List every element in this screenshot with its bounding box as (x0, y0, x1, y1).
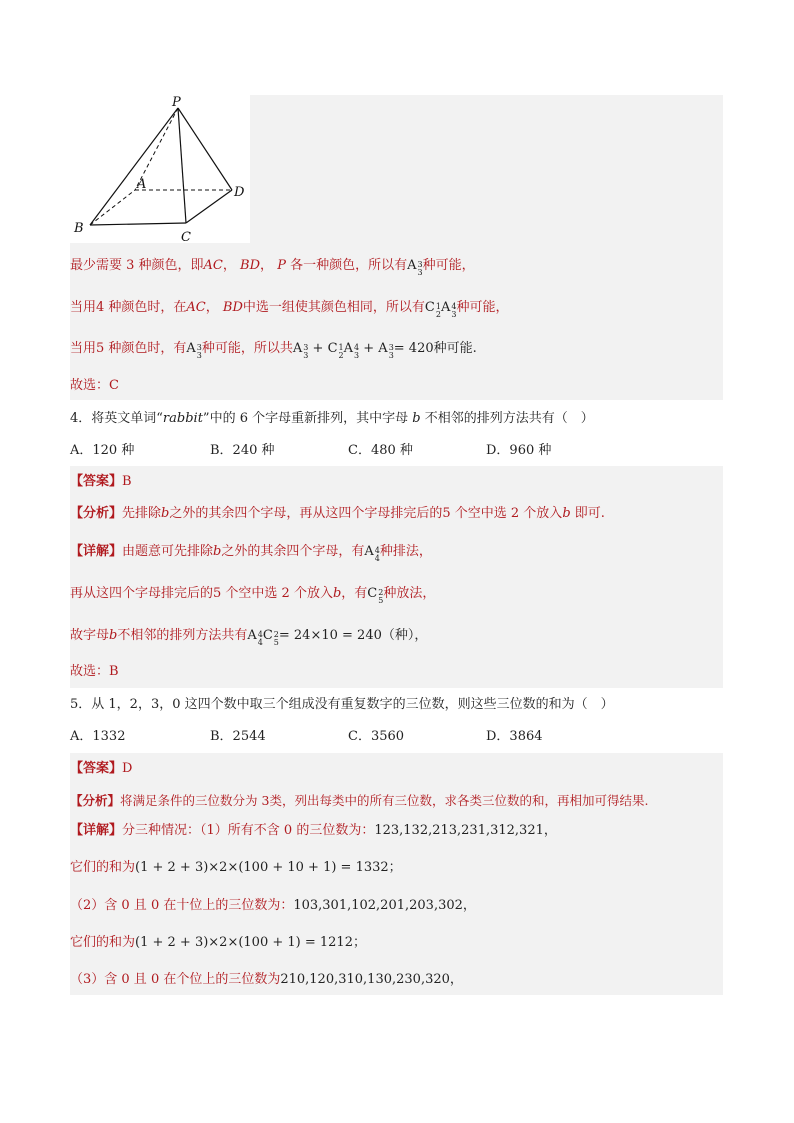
q4-answer: 【答案】B (70, 474, 132, 489)
vertex-label-d: D (234, 185, 245, 200)
q5-detail-1: 【详解】分三种情况：（1）所有不含 0 的三位数为：123,132,213,231,312,321， (70, 823, 557, 838)
q5-option-d[interactable]: D．3864 (486, 729, 543, 744)
vertex-label-b: B (74, 221, 84, 236)
solution-band-q4 (70, 466, 723, 688)
q4-analysis: 【分析】先排除b之外的其余四个字母，再从这四个字母排完后的5 个空中选 2 个放入b 即可. (70, 506, 605, 521)
q5-detail-5: （3）含 0 且 0 在个位上的三位数为210,120,310,130,230,320， (70, 972, 463, 987)
q5-option-a[interactable]: A．1332 (70, 729, 126, 744)
q3-line-1: 最少需要 3 种颜色，即AC， BD， P 各一种颜色，所以有 A 3 3 种可能， (70, 258, 475, 277)
q4-detail-2: 再从这四个字母排完后的5 个空中选 2 个放入b，有 C 2 5 种放法， (70, 586, 436, 605)
q4-option-b[interactable]: B．240 种 (210, 443, 275, 458)
q5-detail-3: （2）含 0 且 0 在十位上的三位数为：103,301,102,201,203,302， (70, 898, 476, 913)
pyramid-figure (70, 95, 250, 243)
math-a33: A 3 3 (407, 258, 423, 277)
math-a33-b: A 3 3 (186, 341, 202, 360)
q5-option-b[interactable]: B．2544 (210, 729, 266, 744)
q4-stem: 4．将英文单词“rabbit”中的 6 个字母重新排列，其中字母 b 不相邻的排列方法共有（ ） (70, 411, 594, 426)
vertex-label-c: C (181, 230, 191, 243)
q5-stem: 5．从 1，2，3，0 这四个数中取三个组成没有重复数字的三位数，则这些三位数的和为（ ） (70, 697, 614, 712)
q4-detail-1: 【详解】由题意可先排除b之外的其余四个字母，有 A 4 4 种排法， (70, 544, 432, 563)
q4-option-c[interactable]: C．480 种 (348, 443, 413, 458)
edge-pc (178, 108, 186, 223)
q3-answer: 故选：C (70, 378, 119, 393)
q5-detail-4: 它们的和为(1 + 2 + 3)×2×(100 + 1) = 1212； (70, 935, 366, 950)
math-c21: C 1 2 (424, 300, 441, 319)
q3-line-3: 当用5 种颜色时，有 A 3 3 种可能，所以共 A 3 3 + C 1 2 A 4 3 + A 3 3 = 420种可能. (70, 341, 477, 360)
q5-detail-2: 它们的和为(1 + 2 + 3)×2×(100 + 10 + 1) = 1332； (70, 860, 402, 875)
q4-detail-3: 故字母b不相邻的排列方法共有 A 4 4 C 2 5 = 24×10 = 240（种）， (70, 628, 428, 647)
vertex-label-a: A (137, 177, 147, 192)
q4-option-d[interactable]: D．960 种 (486, 443, 552, 458)
q4-final: 故选：B (70, 664, 119, 679)
edge-bc (90, 223, 186, 225)
q5-option-c[interactable]: C．3560 (348, 729, 405, 744)
edge-cd (186, 190, 232, 223)
math-a44: A 4 3 (440, 300, 457, 319)
edge-pb (90, 108, 178, 225)
edge-pd (178, 108, 232, 190)
pyramid-svg (70, 95, 250, 243)
q5-analysis: 【分析】将满足条件的三位数分为 3类，列出每类中的所有三位数，求各类三位数的和，再相加可得结果. (70, 793, 649, 808)
q4-option-a[interactable]: A．120 种 (70, 443, 135, 458)
q3-line-2: 当用4 种颜色时，在AC， BD中选一组使其颜色相同，所以有 C 1 2 A 4 3 种可能， (70, 300, 509, 319)
vertex-label-p: P (172, 95, 181, 110)
q5-answer: 【答案】D (70, 761, 133, 776)
